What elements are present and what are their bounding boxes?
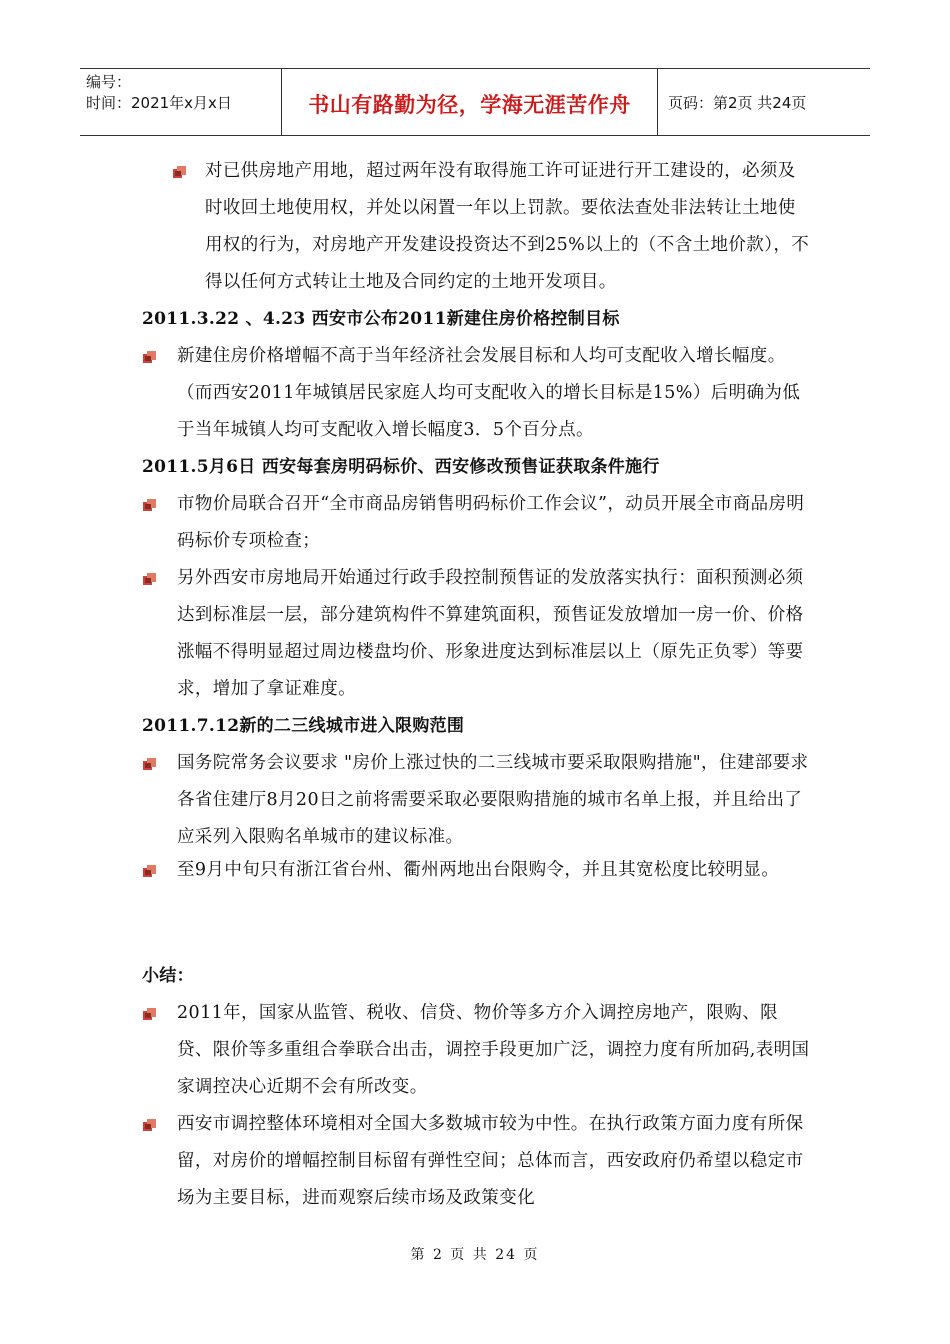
list-item-text: 2011年，国家从监管、税收、信贷、物价等多方介入调控房地产，限购、限贷、限价等多重组合拳联合出击，调控手段更加广泛，调控力度有所加码,表明国家调控决心近期不会有所改变。 (177, 1003, 810, 1097)
bullet-icon (172, 166, 187, 179)
summary-heading: 小结： (142, 966, 194, 986)
heading-2011-3-22: 2011.3.22 、4.23 西安市公布2011新建住房价格控制目标 (142, 309, 620, 329)
header-motto: 书山有路勤为径，学海无涯苦作舟 (282, 69, 658, 135)
list-item (142, 1106, 812, 1217)
intro-text: 对已供房地产用地，超过两年没有取得施工许可证进行开工建设的，必须及时收回土地使用权，并处以闲置一年以上罚款。要依法查处非法转让土地使用权的行为，对房地产开发建设投资达不到25%以上的（不含土地价款），不得以任何方式转让土地及合同约定的土地开发项目。 (205, 161, 810, 292)
bullet-icon (142, 499, 157, 512)
bullet-icon (142, 758, 157, 771)
list-item-text: 市物价局联合召开“全市商品房销售明码标价工作会议”，动员开展全市商品房明码标价专项检查； (177, 494, 805, 551)
list-item (142, 745, 812, 856)
list-item (142, 486, 812, 560)
intro-bullet (172, 153, 812, 301)
list-item-text: 西安市调控整体环境相对全国大多数城市较为中性。在执行政策方面力度有所保留，对房价的增幅控制目标留有弹性空间；总体而言，西安政府仍希望以稳定市场为主要目标，进而观察后续市场及政策变化 (177, 1114, 804, 1208)
header-page-label: 页码：第2页 共24页 (668, 93, 807, 112)
bullet-icon (142, 573, 157, 586)
list-item-text: 国务院常务会议要求 "房价上涨过快的二三线城市要采取限购措施"，住建部要求各省住建厅8月20日之前将需要采取必要限购措施的城市名单上报，并且给出了应采列入限购名单城市的建议标准。 (177, 753, 809, 847)
bullet-icon (142, 351, 157, 364)
header-info-cell (80, 69, 282, 135)
heading-2011-7-12: 2011.7.12新的二三线城市进入限购范围 (142, 716, 465, 736)
list-item (142, 560, 812, 708)
list-item-text: 新建住房价格增幅不高于当年经济社会发展目标和人均可支配收入增长幅度。（而西安2011年城镇居民家庭人均可支配收入的增长目标是15%）后明确为低于当年城镇人均可支配收入增长幅度3．5个百分点。 (177, 346, 801, 440)
list-item-text: 另外西安市房地局开始通过行政手段控制预售证的发放落实执行：面积预测必须达到标准层一层，部分建筑构件不算建筑面积，预售证发放增加一房一价、价格涨幅不得明显超过周边楼盘均价、形象进度达到标准层以上（原先正负零）等要求，增加了拿证难度。 (177, 568, 804, 699)
heading-2011-5-6: 2011.5月6日 西安每套房明码标价、西安修改预售证获取条件施行 (142, 457, 660, 477)
page-footer: 第 2 页 共 24 页 (410, 1247, 540, 1263)
bullet-icon (142, 865, 157, 878)
code-label: 编号： (86, 73, 132, 91)
list-item (142, 995, 812, 1106)
document-header (80, 68, 870, 136)
bullet-icon (142, 1008, 157, 1021)
list-item (142, 852, 812, 889)
bullet-icon (142, 1119, 157, 1132)
list-item (142, 338, 812, 449)
date-label: 时间：2021年x月x日 (86, 94, 232, 112)
list-item-text: 至9月中旬只有浙江省台州、衢州两地出台限购令，并且其宽松度比较明显。 (177, 860, 780, 880)
